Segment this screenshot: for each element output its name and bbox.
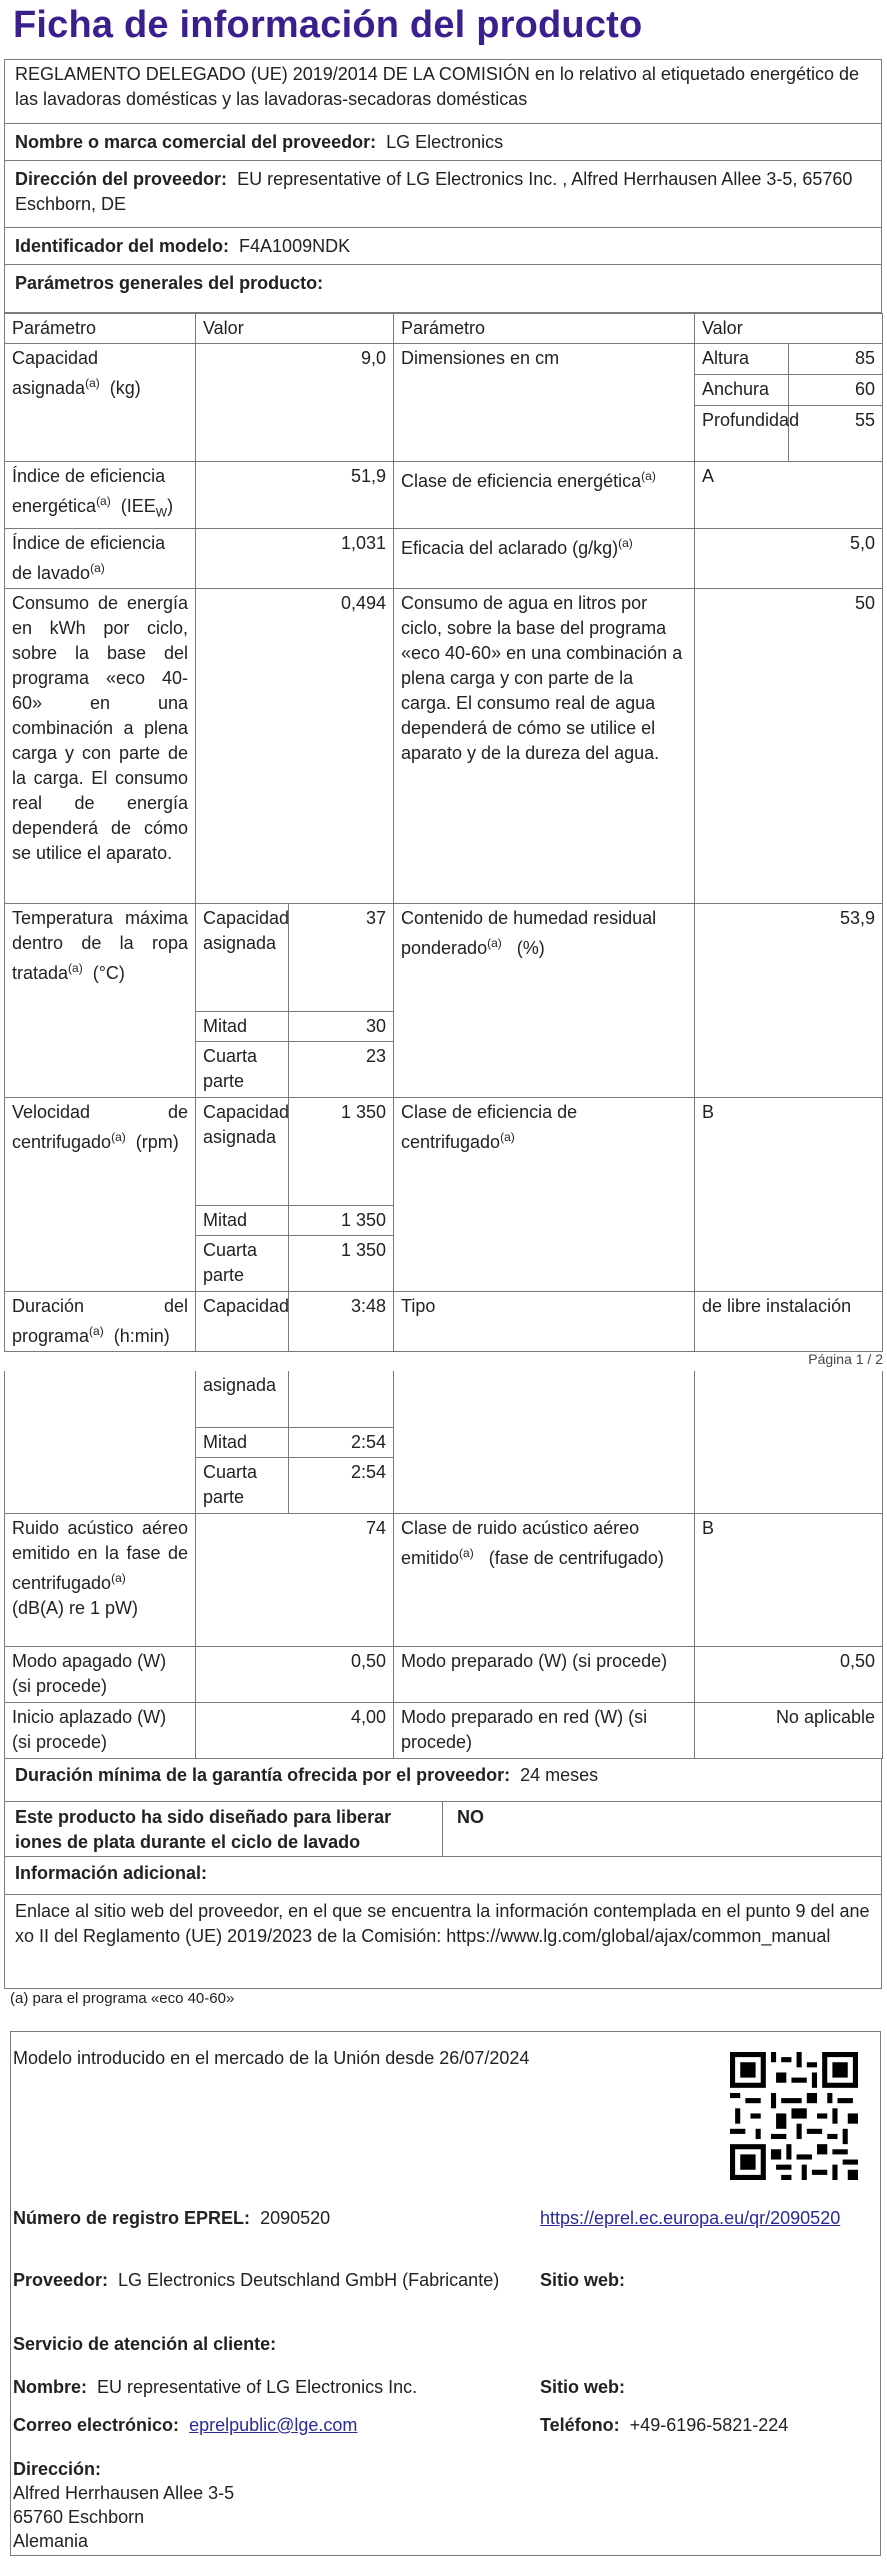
eei-label: Índice de eficiencia energética$^{(a)}$ $(IEE_W)$ (5, 462, 196, 529)
customer-service-label: Servicio de atención al cliente: (13, 2334, 277, 2354)
spin-quarter-label: Cuarta parte (196, 1235, 289, 1291)
warranty-label: Duración mínima de la garantía ofrecida por el proveedor: (15, 1765, 511, 1785)
header-value: Valor (196, 314, 394, 344)
duration-rated-label-b: asignada (196, 1371, 289, 1427)
off-mode-value: 0,50 (196, 1646, 394, 1702)
temp-half-value: 30 (289, 1011, 394, 1041)
width-value: 60 (789, 375, 883, 406)
supplier-address-label: Dirección del proveedor: (15, 169, 228, 189)
height-label: Altura (695, 344, 789, 375)
noise-label: Ruido acústico aéreo emitido en la fase de centrifugado$^{(a)}$ (dB(A) re 1 pW) (5, 1513, 196, 1646)
noise-value: 74 (196, 1513, 394, 1646)
model-id-label: Identificador del modelo: (15, 236, 230, 256)
params-table-page2 (4, 1371, 883, 1759)
silver-value: NO (457, 1807, 484, 1827)
water-consumption-label: Consumo de agua en litros por ciclo, sobre la base del programa «eco 40-60» en una combinación a plena carga y con parte de la carga. El consumo real de agua dependerá de cómo se utilice el aparato y de la dureza del agua. (394, 588, 695, 903)
washing-index-label: Índice de eficiencia de lavado$^{(a)}$ (5, 528, 196, 588)
noise-class-label: Clase de ruido acústico aéreo emitido$^{(a)}$ (fase de centrifugado) (394, 1513, 695, 1646)
capacity-value: 9,0 (196, 344, 394, 462)
params-table-page1 (4, 313, 883, 1352)
dimensions-label: Dimensiones en cm (394, 344, 695, 462)
spin-speed-label: Velocidad de centrifugado$^{(a)}$ (rpm) (5, 1097, 196, 1291)
depth-label: Profundidad (695, 406, 789, 462)
moisture-value: 53,9 (695, 903, 883, 1097)
type-value-continued (695, 1371, 883, 1513)
spin-class-value: B (695, 1097, 883, 1291)
network-standby-value: No aplicable (695, 1702, 883, 1758)
general-params-row (4, 265, 882, 313)
temp-quarter-value: 23 (289, 1041, 394, 1097)
eprel-link-wrap (540, 2206, 860, 2231)
type-continued (394, 1371, 695, 1513)
standby-value: 0,50 (695, 1646, 883, 1702)
footnote: (a) para el programa «eco 40-60» (10, 1990, 235, 2007)
water-consumption-value: 50 (695, 588, 883, 903)
eprel-card (10, 2031, 881, 2556)
energy-class-value: A (695, 462, 883, 529)
eprel-phone-value: +49-6196-5821-224 (629, 2415, 789, 2435)
duration-label: Duración del programa$^{(a)}$ (h:min) (5, 1291, 196, 1351)
eprel-website-label: Sitio web: (540, 2270, 625, 2290)
page-title: Ficha de información del producto (13, 4, 643, 46)
duration-rated-label-a: Capacidad (196, 1291, 289, 1351)
eprel-supplier-value: LG Electronics Deutschland GmbH (Fabricante) (118, 2270, 500, 2290)
additional-info-header (4, 1857, 882, 1895)
type-label: Tipo (394, 1291, 695, 1351)
noise-class-value: B (695, 1513, 883, 1646)
temp-half-label: Mitad (196, 1011, 289, 1041)
supplier-name-row (4, 124, 882, 161)
warranty-row (4, 1758, 882, 1802)
standby-label: Modo preparado (W) (si procede) (394, 1646, 695, 1702)
eprel-email-label: Correo electrónico: (13, 2415, 180, 2435)
spin-rated-label: Capacidad asignada (196, 1097, 289, 1205)
supplier-address-value: EU representative of LG Electronics Inc. , Alfred Herrhausen Allee 3-5, 65760 Eschborn, DE (15, 169, 853, 214)
network-standby-label: Modo preparado en red (W) (si procede) (394, 1702, 695, 1758)
additional-info-label: Información adicional: (15, 1863, 208, 1883)
rinsing-value: 5,0 (695, 528, 883, 588)
width-label: Anchura (695, 375, 789, 406)
eprel-address-line3: Alemania (13, 2531, 89, 2551)
supplier-name-label: Nombre o marca comercial del proveedor: (15, 132, 377, 152)
spin-half-value: 1 350 (289, 1205, 394, 1235)
supplier-address-row (4, 161, 882, 228)
energy-consumption-label: Consumo de energía en kWh por ciclo, sobre la base del programa «eco 40-60» en una combinación a plena carga y con parte de la carga. El consumo real de energía dependerá de cómo se utilice el aparato. (5, 588, 196, 903)
header-value-2: Valor (695, 314, 883, 344)
additional-info-text: Enlace al sitio web del proveedor, en el que se encuentra la información contemplada en el punto 9 del anexo II del Reglamento (UE) 2019/2023 de la Comisión: https://www.lg.com/global/ajax/common_manual (4, 1895, 882, 1989)
duration-quarter-value: 2:54 (289, 1457, 394, 1513)
washing-index-value: 1,031 (196, 528, 394, 588)
eei-value: 51,9 (196, 462, 394, 529)
temp-rated-label: Capacidad asignada (196, 903, 289, 1011)
warranty-value: 24 meses (520, 1765, 599, 1785)
eprel-reg-label: Número de registro EPREL: (13, 2208, 251, 2228)
duration-quarter-label: Cuarta parte (196, 1457, 289, 1513)
temperature-label: Temperatura máxima dentro de la ropa tratada$^{(a)}$ (°C) (5, 903, 196, 1097)
eprel-address-line1: Alfred Herrhausen Allee 3-5 (13, 2483, 235, 2503)
eprel-address-label: Dirección: (13, 2459, 102, 2479)
eprel-supplier-row (13, 2268, 513, 2293)
off-mode-label: Modo apagado (W) (si procede) (5, 1646, 196, 1702)
type-value: de libre instalación (695, 1291, 883, 1351)
duration-half-label: Mitad (196, 1427, 289, 1457)
eprel-link[interactable]: https://eprel.ec.europa.eu/qr/2090520 (540, 2208, 841, 2228)
rinsing-label: Eficacia del aclarado $(g/kg)^{(a)}$ (394, 528, 695, 588)
duration-rated-blank (289, 1371, 394, 1427)
spin-quarter-value: 1 350 (289, 1235, 394, 1291)
spin-rated-value: 1 350 (289, 1097, 394, 1205)
eprel-address-line2: 65760 Eschborn (13, 2507, 145, 2527)
silver-label: Este producto ha sido diseñado para liberar iones de plata durante el ciclo de lavado (5, 1802, 443, 1856)
eprel-email-link[interactable]: eprelpublic@lge.com (189, 2415, 358, 2435)
spin-class-label: Clase de eficiencia de centrifugado$^{(a)}$ (394, 1097, 695, 1291)
duration-rated-value: 3:48 (289, 1291, 394, 1351)
height-value: 85 (789, 344, 883, 375)
spin-half-label: Mitad (196, 1205, 289, 1235)
delay-start-label: Inicio aplazado (W) (si procede) (5, 1702, 196, 1758)
depth-value: 55 (789, 406, 883, 462)
eprel-name-row (13, 2375, 417, 2400)
eprel-supplier-label: Proveedor: (13, 2270, 109, 2290)
eprel-phone-row (540, 2413, 788, 2438)
model-id-value: F4A1009NDK (239, 236, 351, 256)
temp-rated-value: 37 (289, 903, 394, 1011)
duration-half-value: 2:54 (289, 1427, 394, 1457)
moisture-label: Contenido de humedad residual ponderado$^{(a)}$ (%) (394, 903, 695, 1097)
general-params-label: Parámetros generales del producto: (15, 273, 324, 293)
eprel-phone-label: Teléfono: (540, 2415, 620, 2435)
eprel-email-row (13, 2413, 357, 2438)
eprel-reg-value: 2090520 (260, 2208, 331, 2228)
regulation-text: REGLAMENTO DELEGADO (UE) 2019/2014 DE LA COMISIÓN en lo relativo al etiquetado energético de las lavadoras domésticas y las lavadoras-secadoras domésticas (4, 59, 882, 124)
energy-class-label: Clase de eficiencia energética$^{(a)}$ (394, 462, 695, 529)
eprel-name-value: EU representative of LG Electronics Inc. (97, 2377, 418, 2397)
qr-code-icon (730, 2052, 858, 2180)
supplier-name-value: LG Electronics (386, 132, 504, 152)
temp-quarter-label: Cuarta parte (196, 1041, 289, 1097)
eprel-intro: Modelo introducido en el mercado de la Unión desde 26/07/2024 (13, 2048, 530, 2068)
header-param-2: Parámetro (394, 314, 695, 344)
eprel-name-label: Nombre: (13, 2377, 88, 2397)
capacity-label: Capacidad asignada$^{(a)}$ (kg) (5, 344, 196, 462)
duration-continued (5, 1371, 196, 1513)
silver-row (4, 1802, 882, 1857)
delay-start-value: 4,00 (196, 1702, 394, 1758)
energy-consumption-value: 0,494 (196, 588, 394, 903)
header-param: Parámetro (5, 314, 196, 344)
eprel-website2-label: Sitio web: (540, 2377, 625, 2397)
eprel-reg-row (13, 2206, 330, 2231)
model-id-row (4, 228, 882, 265)
page-indicator: Página 1 / 2 (808, 1351, 883, 1367)
